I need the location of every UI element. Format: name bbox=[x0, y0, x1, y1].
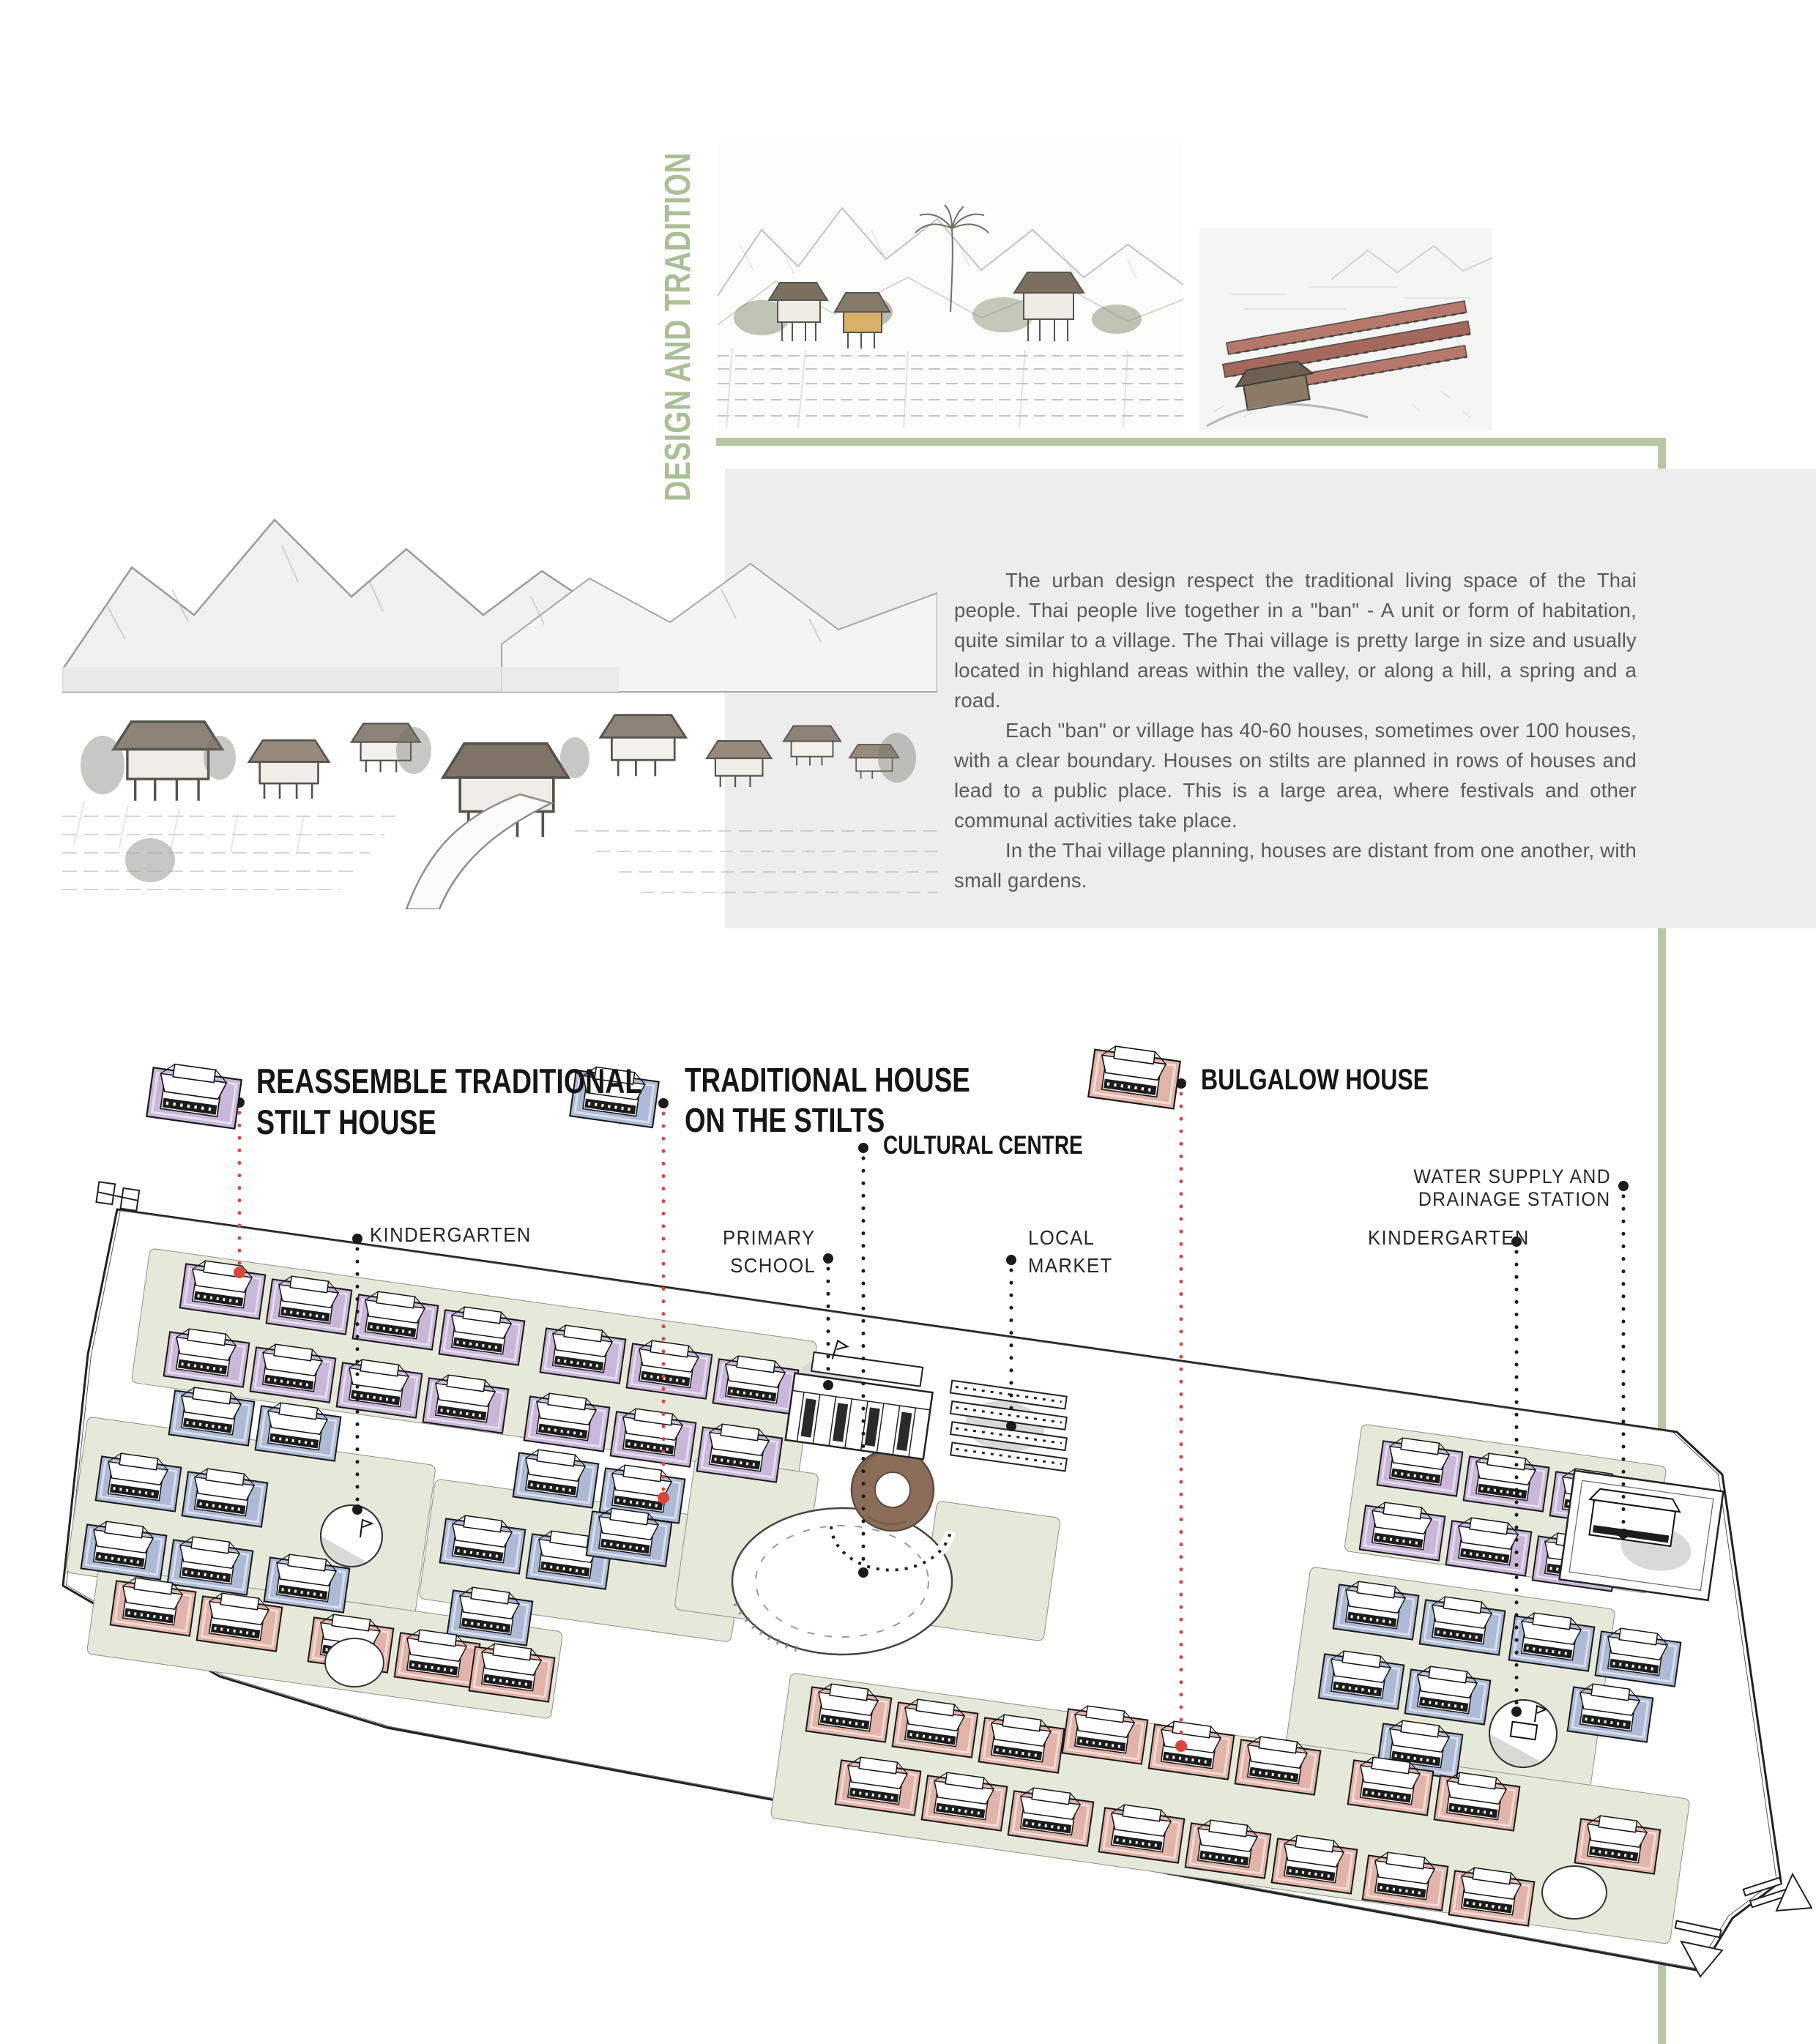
highlight-dot-red bbox=[658, 1492, 669, 1504]
intro-paragraph-2: Each "ban" or village has 40-60 houses, sometimes over 100 houses, with a clear boundary. Houses on stilts are planned in rows of houses and lead to a public place. This is a large area, where festivals and other communal activities take place. bbox=[954, 719, 1637, 832]
label-kindergarten-right: KINDERGARTEN bbox=[1368, 1226, 1530, 1249]
label-water-station: WATER SUPPLY AND DRAINAGE STATION bbox=[1413, 1165, 1611, 1210]
label-text: REASSEMBLE TRADITIONAL bbox=[256, 1062, 642, 1100]
label-dot bbox=[1006, 1255, 1016, 1265]
label-traditional-house: TRADITIONAL HOUSE ON THE STILTS bbox=[685, 1061, 970, 1139]
label-cultural-centre: CULTURAL CENTRE bbox=[883, 1131, 1083, 1160]
festival-plaza bbox=[732, 1508, 952, 1655]
kindergarten-circle-left bbox=[321, 1505, 382, 1567]
house-icon-reassemble bbox=[146, 1060, 242, 1136]
intro-paragraph-1: The urban design respect the traditional living space of the Thai people. Thai people live together in a "ban" - A unit or form of habitation, quite similar to a village. The Thai village is pretty large in size and usually located in highland areas within the valley, or along a hill, a spring and a road. bbox=[954, 569, 1637, 712]
label-dot bbox=[858, 1143, 868, 1153]
label-reassemble-stilt-house: REASSEMBLE TRADITIONAL STILT HOUSE bbox=[256, 1062, 642, 1141]
label-kindergarten-left: KINDERGARTEN bbox=[370, 1223, 532, 1246]
water-station bbox=[1560, 1471, 1724, 1600]
facility-dot bbox=[1511, 1707, 1522, 1717]
label-dot bbox=[823, 1253, 833, 1264]
label-primary-school: PRIMARY SCHOOL bbox=[723, 1226, 816, 1277]
facility-dot bbox=[1618, 1529, 1629, 1539]
label-dot bbox=[352, 1234, 362, 1244]
facility-dot bbox=[352, 1504, 362, 1515]
kindergarten-circle-right bbox=[1489, 1700, 1557, 1767]
page-title-text: DESIGN AND TRADITION bbox=[658, 152, 698, 501]
facility-dot bbox=[858, 1567, 868, 1578]
highlight-dot-red bbox=[1175, 1740, 1187, 1752]
label-bungalow-house: BULGALOW HOUSE bbox=[1201, 1064, 1429, 1096]
label-dot bbox=[1618, 1181, 1629, 1191]
intro-paragraph-3: In the Thai village planning, houses are distant from one another, with small gardens. bbox=[954, 839, 1637, 892]
house-icon-bungalow bbox=[1088, 1042, 1180, 1116]
highlight-dot-red bbox=[234, 1267, 245, 1278]
entrance-gate-top-left bbox=[96, 1182, 140, 1210]
label-local-market: LOCAL MARKET bbox=[1028, 1226, 1113, 1277]
facility-dot bbox=[823, 1380, 833, 1390]
facility-dot bbox=[1006, 1421, 1016, 1431]
